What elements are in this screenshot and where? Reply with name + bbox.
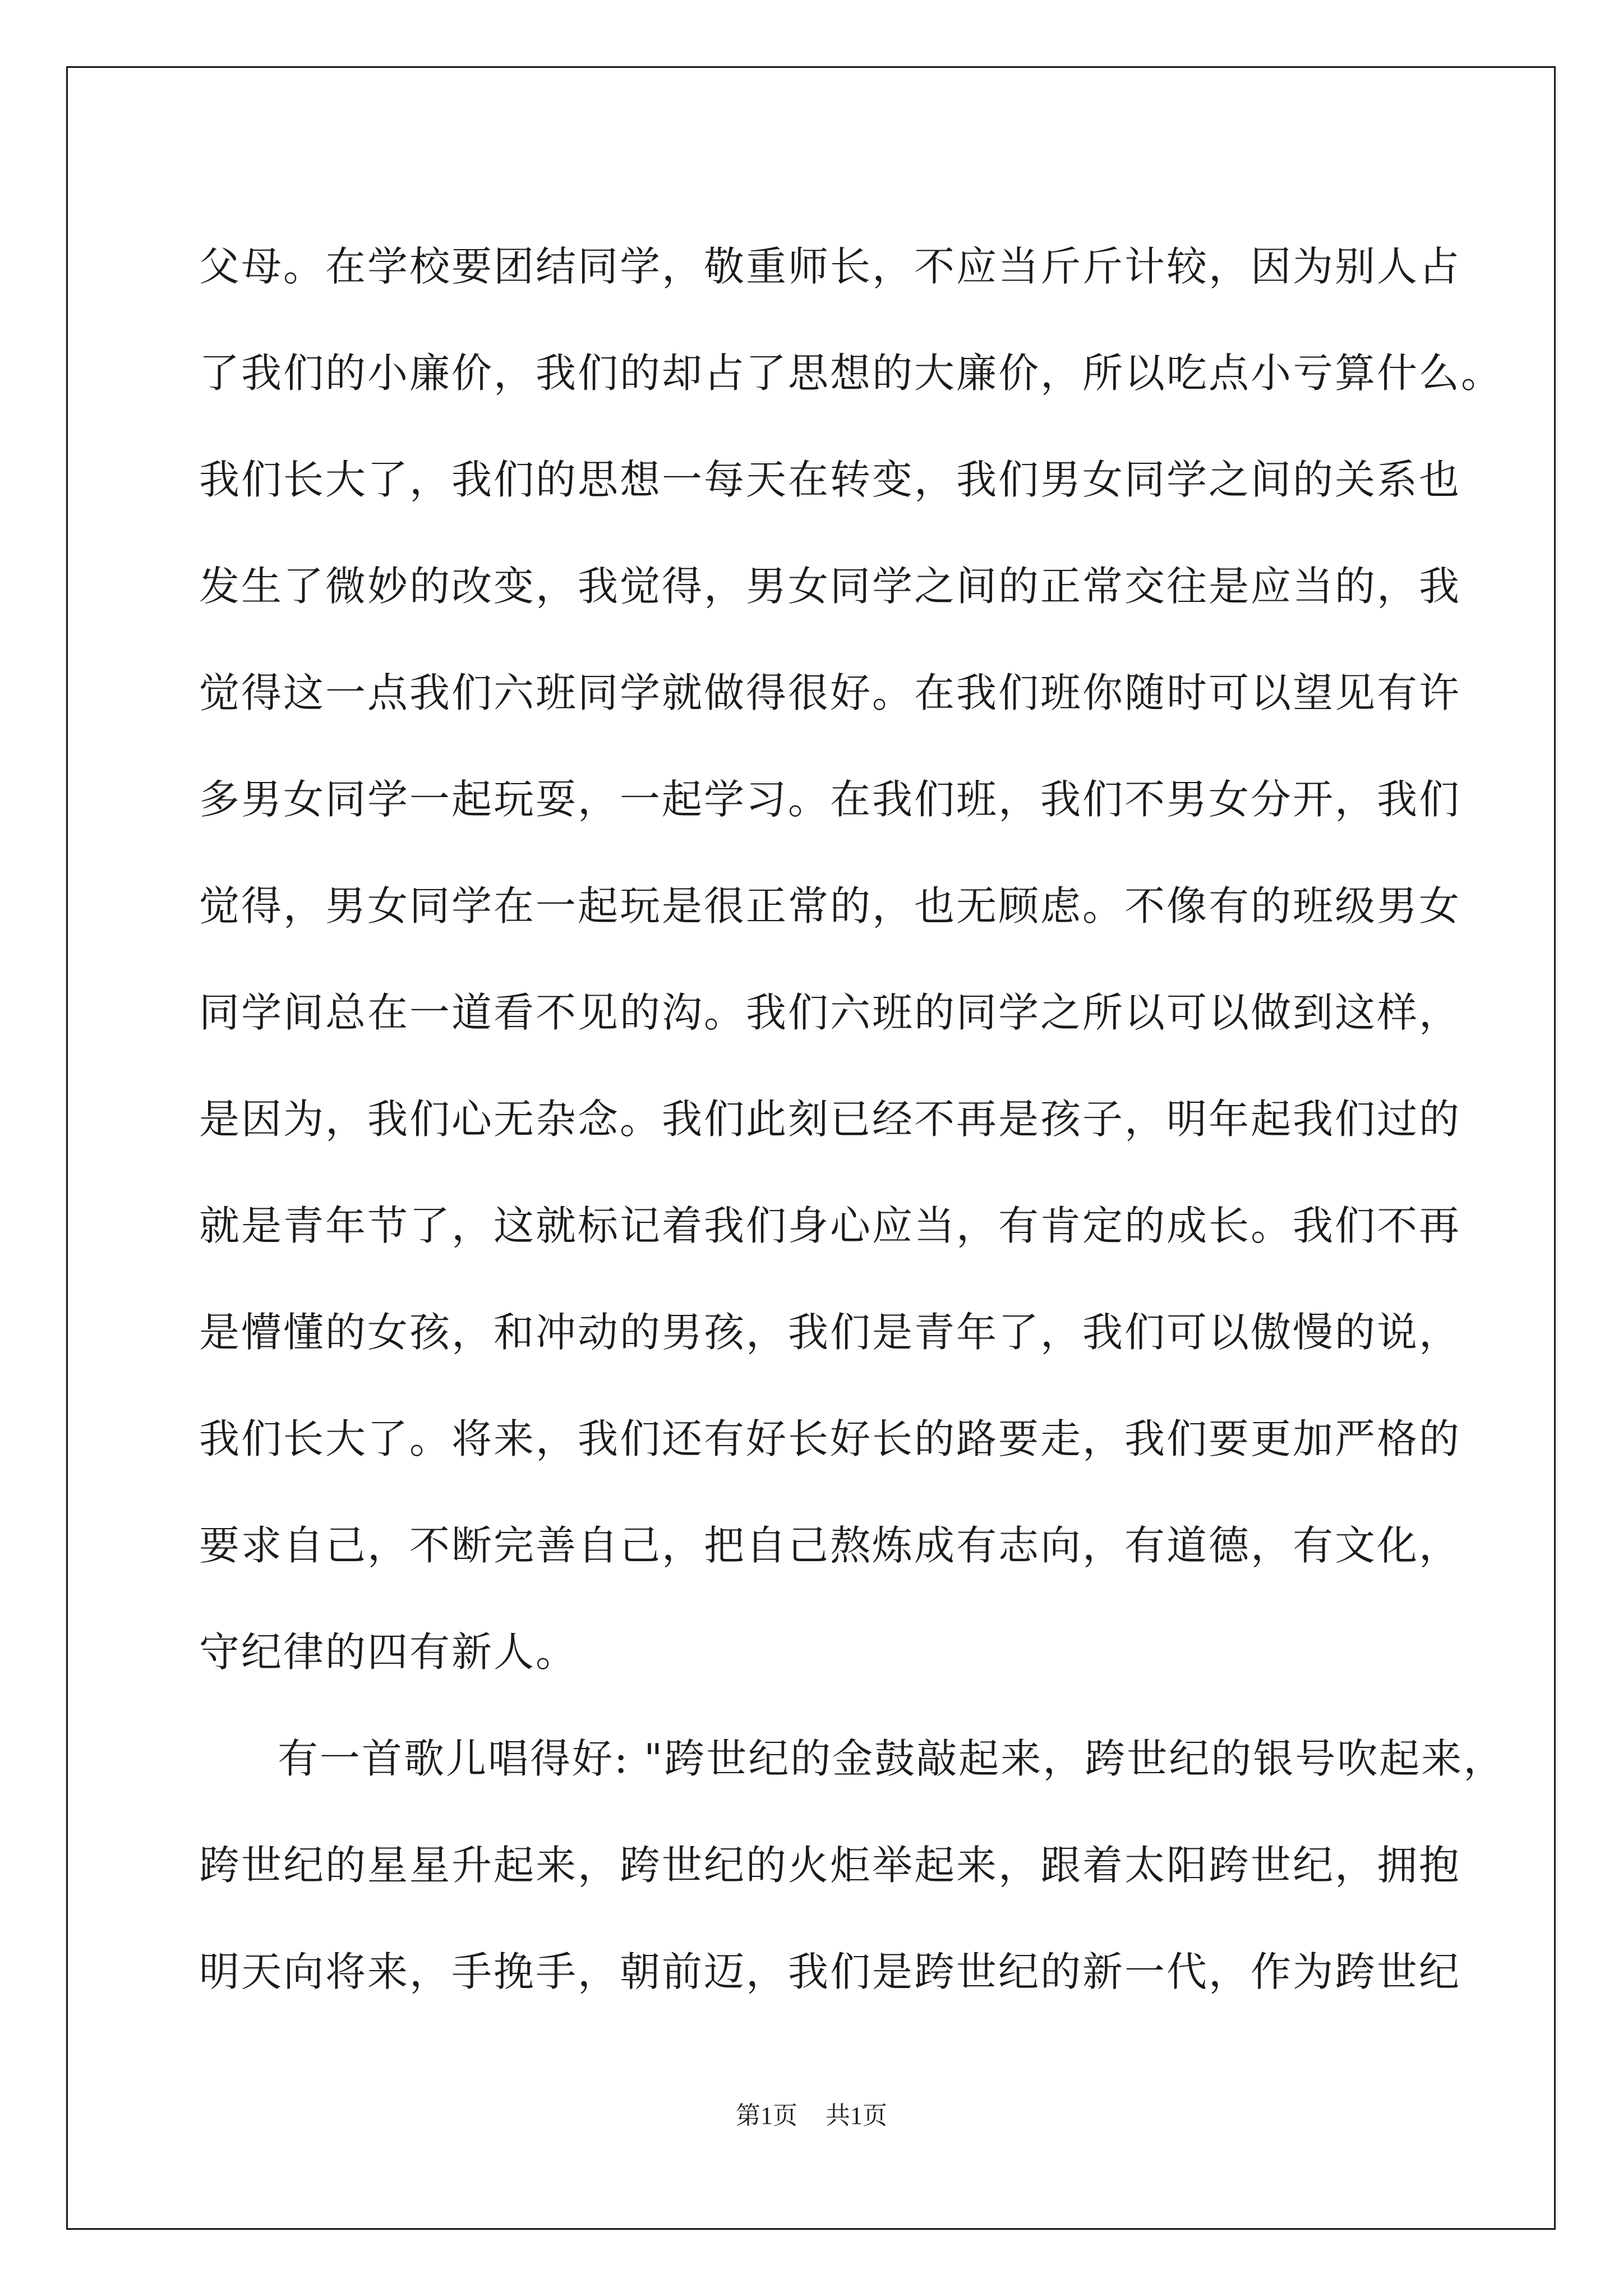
text-line: 明天向将来，手挽手，朝前迈，我们是跨世纪的新一代，作为跨世纪 (199, 1948, 1461, 1995)
text-line: 要求自己，不断完善自己，把自己熬炼成有志向，有道德，有文化， (199, 1522, 1461, 1569)
text-line: 我们长大了，我们的思想一每天在转变，我们男女同学之间的关系也 (199, 456, 1461, 503)
text-line: 了我们的小廉价，我们的却占了思想的大廉价，所以吃点小亏算什么。 (199, 349, 1504, 397)
text-line: 同学间总在一道看不见的沟。我们六班的同学之所以可以做到这样， (199, 989, 1461, 1036)
text-line-paragraph-start: 有一首歌儿唱得好: "跨世纪的金鼓敲起来，跨世纪的银号吹起来， (278, 1735, 1506, 1782)
text-line: 我们长大了。将来，我们还有好长好长的路要走，我们要更加严格的 (199, 1415, 1461, 1462)
text-line: 是因为，我们心无杂念。我们此刻已经不再是孩子，明年起我们过的 (199, 1096, 1461, 1143)
text-line: 觉得，男女同学在一起玩是很正常的，也无顾虑。不像有的班级男女 (199, 882, 1461, 930)
page-total: 共1页 (826, 2102, 887, 2129)
text-line: 觉得这一点我们六班同学就做得很好。在我们班你随时可以望见有许 (199, 669, 1461, 716)
text-line: 是懵懂的女孩，和冲动的男孩，我们是青年了，我们可以傲慢的说， (199, 1309, 1461, 1356)
text-line: 多男女同学一起玩耍，一起学习。在我们班，我们不男女分开，我们 (199, 776, 1461, 823)
document-body (199, 213, 1506, 2025)
page-footer (0, 2095, 1623, 2131)
text-line: 就是青年节了，这就标记着我们身心应当，有肯定的成长。我们不再 (199, 1202, 1461, 1249)
page-number: 第1页 (736, 2102, 797, 2129)
text-line: 守纪律的四有新人。 (199, 1628, 578, 1676)
text-line: 父母。在学校要团结同学，敬重师长，不应当斤斤计较，因为别人占 (199, 243, 1461, 290)
text-line: 发生了微妙的改变，我觉得，男女同学之间的正常交往是应当的，我 (199, 563, 1461, 610)
text-line: 跨世纪的星星升起来，跨世纪的火炬举起来，跟着太阳跨世纪，拥抱 (199, 1842, 1461, 1889)
